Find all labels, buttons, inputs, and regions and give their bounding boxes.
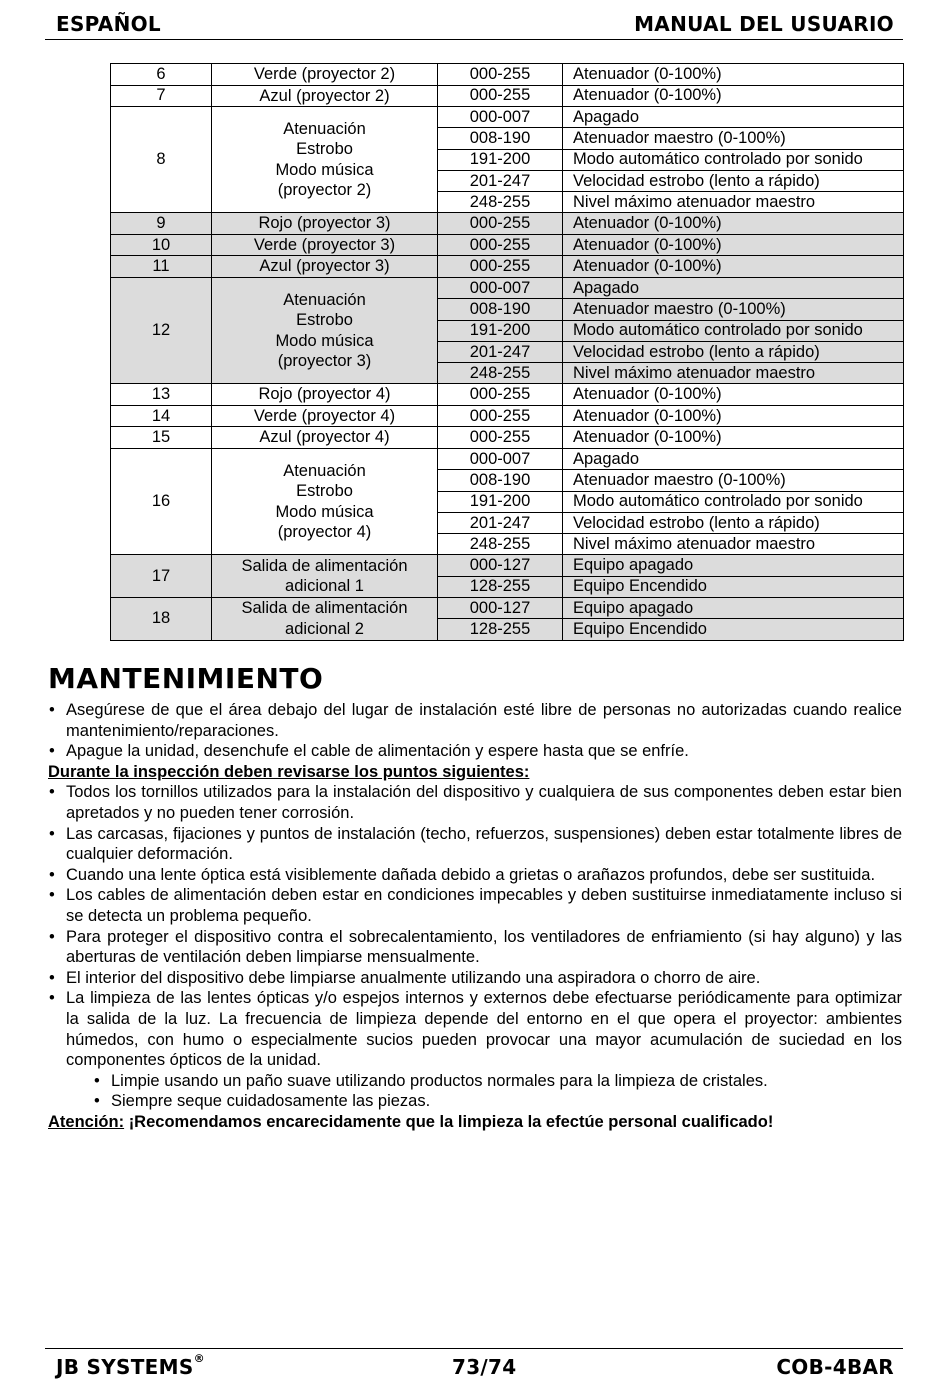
- channel-function: Verde (proyector 3): [212, 234, 438, 256]
- list-item: • Asegúrese de que el área debajo del lugar de instalación esté libre de personas no autorizadas cuando realice mantenimiento/reparaciones.: [48, 700, 902, 741]
- channel-number: 10: [111, 234, 212, 256]
- range-description: Atenuador (0-100%): [563, 427, 904, 449]
- channel-number: 6: [111, 64, 212, 86]
- cleaning-sub-list: [48, 1071, 902, 1112]
- range-description: Equipo apagado: [563, 555, 904, 576]
- channel-function: Salida de alimentación adicional 1: [212, 555, 438, 598]
- range-description: Atenuador maestro (0-100%): [563, 470, 904, 491]
- page-header: [45, 9, 903, 40]
- range-description: Atenuador (0-100%): [563, 234, 904, 256]
- channel-number: 16: [111, 448, 212, 554]
- dmx-value-range: 248-255: [438, 192, 563, 213]
- range-description: Atenuador (0-100%): [563, 256, 904, 278]
- attention-note: [48, 1112, 902, 1133]
- dmx-value-range: 000-255: [438, 405, 563, 427]
- channel-number: 11: [111, 256, 212, 278]
- channel-function: Rojo (proyector 4): [212, 384, 438, 406]
- dmx-value-range: 000-007: [438, 448, 563, 469]
- channel-number: 14: [111, 405, 212, 427]
- dmx-value-range: 008-190: [438, 299, 563, 320]
- table-row: [111, 277, 904, 298]
- list-item: • Cuando una lente óptica está visiblemente dañada debido a grietas o arañazos profundos, debe ser sustituida.: [48, 865, 902, 886]
- section-title-maintenance: MANTENIMIENTO: [48, 662, 324, 695]
- dmx-value-range: 128-255: [438, 619, 563, 640]
- range-description: Nivel máximo atenuador maestro: [563, 534, 904, 555]
- page-footer: [45, 1348, 903, 1381]
- channel-number: 12: [111, 277, 212, 383]
- channel-function: Atenuación Estrobo Modo música (proyector 3): [212, 277, 438, 383]
- table-row: [111, 213, 904, 235]
- footer-brand: [56, 1352, 205, 1379]
- maintenance-body: [48, 700, 902, 1132]
- footer-brand-name: JB SYSTEMS: [56, 1355, 194, 1379]
- range-description: Modo automático controlado por sonido: [563, 149, 904, 170]
- channel-function: Verde (proyector 2): [212, 64, 438, 86]
- table-row: [111, 107, 904, 128]
- sub-list-item: • Siempre seque cuidadosamente las piezas.: [93, 1091, 902, 1112]
- channel-function: Azul (proyector 2): [212, 85, 438, 107]
- dmx-value-range: 248-255: [438, 363, 563, 384]
- channel-number: 18: [111, 598, 212, 641]
- dmx-value-range: 000-255: [438, 213, 563, 235]
- dmx-value-range: 008-190: [438, 470, 563, 491]
- range-description: Modo automático controlado por sonido: [563, 491, 904, 512]
- dmx-value-range: 201-247: [438, 170, 563, 191]
- range-description: Atenuador maestro (0-100%): [563, 299, 904, 320]
- channel-number: 7: [111, 85, 212, 107]
- list-item: • Para proteger el dispositivo contra el sobrecalentamiento, los ventiladores de enfriamiento (si hay alguno) y las aberturas de ventilación deben limpiarse mensualmente.: [48, 927, 902, 968]
- dmx-value-range: 000-255: [438, 85, 563, 107]
- range-description: Velocidad estrobo (lento a rápido): [563, 341, 904, 362]
- range-description: Nivel máximo atenuador maestro: [563, 192, 904, 213]
- range-description: Velocidad estrobo (lento a rápido): [563, 512, 904, 533]
- footer-page-number: 73/74: [452, 1355, 517, 1379]
- sub-list-item: • Limpie usando un paño suave utilizando productos normales para la limpieza de cristales.: [93, 1071, 902, 1092]
- header-manual-title: MANUAL DEL USUARIO: [634, 12, 894, 36]
- range-description: Nivel máximo atenuador maestro: [563, 363, 904, 384]
- channel-number: 17: [111, 555, 212, 598]
- channel-function: Azul (proyector 4): [212, 427, 438, 449]
- table-row: [111, 85, 904, 107]
- channel-number: 9: [111, 213, 212, 235]
- inspection-list: [48, 782, 902, 1070]
- range-description: Atenuador (0-100%): [563, 213, 904, 235]
- range-description: Atenuador (0-100%): [563, 85, 904, 107]
- dmx-value-range: 248-255: [438, 534, 563, 555]
- range-description: Atenuador maestro (0-100%): [563, 128, 904, 149]
- table-row: [111, 555, 904, 576]
- dmx-value-range: 191-200: [438, 491, 563, 512]
- range-description: Equipo apagado: [563, 598, 904, 619]
- channel-function: Atenuación Estrobo Modo música (proyector 4): [212, 448, 438, 554]
- pre-inspection-list: [48, 700, 902, 762]
- table-row: [111, 598, 904, 619]
- channel-number: 13: [111, 384, 212, 406]
- range-description: Velocidad estrobo (lento a rápido): [563, 170, 904, 191]
- range-description: Apagado: [563, 107, 904, 128]
- table-row: [111, 405, 904, 427]
- attention-text: ¡Recomendamos encarecidamente que la limpieza la efectúe personal cualificado!: [128, 1112, 774, 1131]
- range-description: Apagado: [563, 277, 904, 298]
- range-description: Equipo Encendido: [563, 619, 904, 640]
- dmx-value-range: 008-190: [438, 128, 563, 149]
- list-item: • Los cables de alimentación deben estar en condiciones impecables y deben sustituirse inmediatamente incluso si se detecta un problema pequeño.: [48, 885, 902, 926]
- channel-function: Azul (proyector 3): [212, 256, 438, 278]
- dmx-value-range: 000-255: [438, 427, 563, 449]
- header-language: ESPAÑOL: [56, 12, 161, 36]
- list-item: • Apague la unidad, desenchufe el cable de alimentación y espere hasta que se enfríe.: [48, 741, 902, 762]
- dmx-value-range: 000-007: [438, 107, 563, 128]
- table-row: [111, 448, 904, 469]
- channel-number: 8: [111, 107, 212, 213]
- dmx-channel-table: [110, 63, 904, 641]
- dmx-value-range: 000-255: [438, 234, 563, 256]
- dmx-value-range: 191-200: [438, 320, 563, 341]
- dmx-value-range: 000-255: [438, 64, 563, 86]
- list-item: • Todos los tornillos utilizados para la instalación del dispositivo y cualquiera de sus componentes deben estar bien apretados y no pueden tener corrosión.: [48, 782, 902, 823]
- range-description: Equipo Encendido: [563, 576, 904, 597]
- table-row: [111, 64, 904, 86]
- list-item: • Las carcasas, fijaciones y puntos de instalación (techo, refuerzos, suspensiones) deben estar totalmente libres de cualquier deformación.: [48, 824, 902, 865]
- channel-function: Verde (proyector 4): [212, 405, 438, 427]
- attention-label: Atención:: [48, 1112, 125, 1131]
- dmx-value-range: 191-200: [438, 149, 563, 170]
- channel-function: Rojo (proyector 3): [212, 213, 438, 235]
- dmx-value-range: 000-255: [438, 256, 563, 278]
- registered-mark: ®: [193, 1352, 205, 1365]
- range-description: Atenuador (0-100%): [563, 64, 904, 86]
- dmx-value-range: 201-247: [438, 512, 563, 533]
- dmx-value-range: 000-007: [438, 277, 563, 298]
- table-row: [111, 256, 904, 278]
- inspection-heading: Durante la inspección deben revisarse los puntos siguientes:: [48, 762, 530, 781]
- dmx-value-range: 000-127: [438, 555, 563, 576]
- range-description: Apagado: [563, 448, 904, 469]
- dmx-value-range: 000-127: [438, 598, 563, 619]
- list-item: • La limpieza de las lentes ópticas y/o espejos internos y externos debe efectuarse periódicamente para optimizar la salida de la luz. La frecuencia de limpieza depende del entorno en el que opera el proyector: ambientes húmedos, con humo o especialmente sucios pueden provocar una mayor acumulación de suciedad en los componentes ópticos de la unidad.: [48, 988, 902, 1070]
- range-description: Atenuador (0-100%): [563, 405, 904, 427]
- table-row: [111, 427, 904, 449]
- dmx-value-range: 000-255: [438, 384, 563, 406]
- table-row: [111, 384, 904, 406]
- channel-function: Salida de alimentación adicional 2: [212, 598, 438, 641]
- dmx-value-range: 128-255: [438, 576, 563, 597]
- footer-model: COB-4BAR: [776, 1355, 894, 1379]
- dmx-value-range: 201-247: [438, 341, 563, 362]
- channel-number: 15: [111, 427, 212, 449]
- channel-function: Atenuación Estrobo Modo música (proyector 2): [212, 107, 438, 213]
- list-item: • El interior del dispositivo debe limpiarse anualmente utilizando una aspiradora o chorro de aire.: [48, 968, 902, 989]
- range-description: Atenuador (0-100%): [563, 384, 904, 406]
- range-description: Modo automático controlado por sonido: [563, 320, 904, 341]
- table-row: [111, 234, 904, 256]
